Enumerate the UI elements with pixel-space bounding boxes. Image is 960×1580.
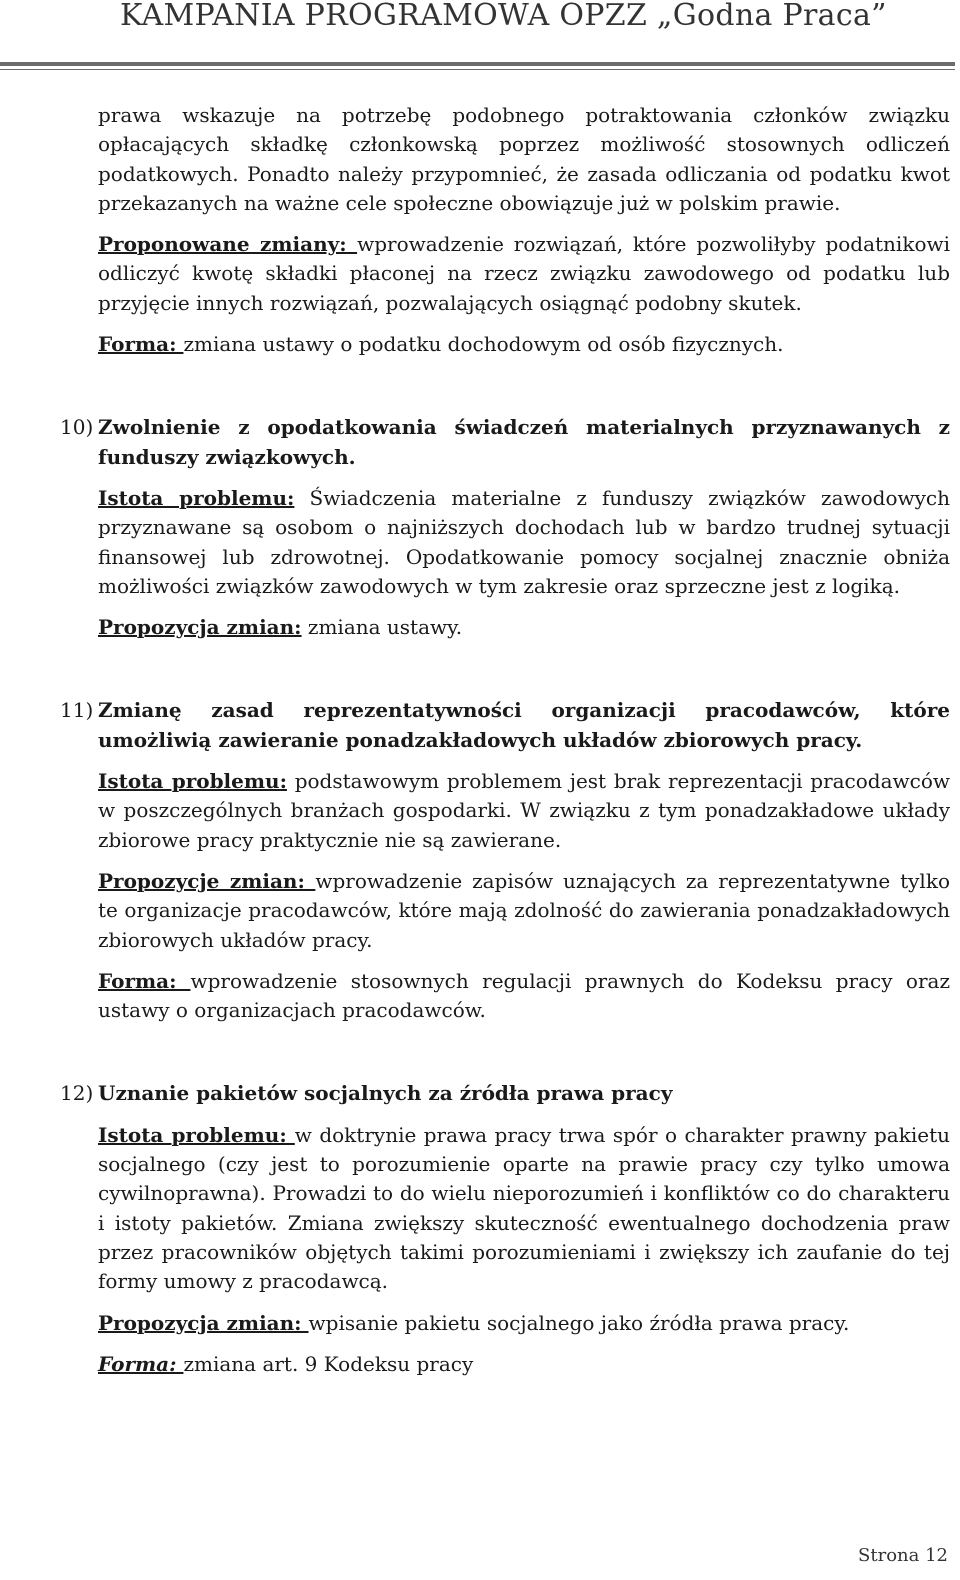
header-rule-thin bbox=[0, 69, 955, 70]
section-11-proposal bbox=[98, 867, 950, 955]
form-text: zmiana art. 9 Kodeksu pracy bbox=[183, 1351, 474, 1376]
section-title: Zwolnienie z opodatkowania świadczeń materialnych przyznawanych z funduszy związkowych. bbox=[98, 415, 950, 469]
section-title: Uznanie pakietów socjalnych za źródła prawa pracy bbox=[98, 1081, 673, 1106]
proposal-text: zmiana ustawy. bbox=[301, 615, 463, 640]
header-rule-thick bbox=[0, 62, 955, 66]
problem-text: w doktrynie prawa pracy trwa spór o charakter prawny pakietu socjalnego (czy jest to porozumienie oparte na prawie pracy czy tylko umowa cywilnoprawna). Prowadzi to do wielu nieporozumień i konfliktów co do charakteru i istoty pakietów. Zmiana zwiększy skuteczność ewentualnego dochodzenia praw przez pracowników objętych takimi porozumieniami i zwiększy ich zaufanie do tej formy umowy z pracodawcą. bbox=[98, 1122, 950, 1294]
page-header bbox=[0, 0, 960, 75]
section-11-form bbox=[98, 967, 950, 1026]
section-11-problem bbox=[98, 767, 950, 855]
page-number: Strona 12 bbox=[858, 1545, 948, 1566]
section-number: 12) bbox=[60, 1081, 94, 1106]
form-label: Forma: bbox=[98, 332, 184, 357]
proposed-changes-label: Proponowane zmiany: bbox=[98, 232, 358, 257]
header-title: KAMPANIA PROGRAMOWA OPZZ „Godna Praca” bbox=[120, 0, 887, 33]
proposed-changes-text: wprowadzenie rozwiązań, które pozwoliłyby podatnikowi odliczyć kwotę składki płaconej na rzecz związku zawodowego od podatku lub przyjęcie innych rozwiązań, pozwalających osiągnąć podobny skutek. bbox=[98, 232, 950, 315]
section-title: Zmianę zasad reprezentatywności organizacji pracodawców, które umożliwią zawieranie ponadzakładowych układów zbiorowych pracy. bbox=[98, 698, 950, 752]
proposal-label: Propozycja zmian: bbox=[98, 615, 302, 640]
intro-form bbox=[98, 330, 950, 359]
document-body bbox=[60, 101, 951, 1379]
form-text: zmiana ustawy o podatku dochodowym od osób fizycznych. bbox=[183, 332, 784, 357]
section-number: 10) bbox=[60, 415, 94, 440]
problem-label: Istota problemu: bbox=[98, 485, 295, 510]
section-10-proposal bbox=[98, 613, 950, 642]
section-number: 11) bbox=[60, 698, 94, 723]
proposal-text: wprowadzenie zapisów uznających za reprezentatywne tylko te organizacje pracodawców, które mają zdolność do zawierania ponadzakładowych zbiorowych układów pracy. bbox=[98, 868, 950, 952]
problem-label: Istota problemu: bbox=[98, 1122, 295, 1147]
section-12-proposal bbox=[98, 1309, 950, 1338]
section-10-problem bbox=[98, 484, 950, 601]
form-label: Forma: bbox=[98, 1351, 184, 1376]
form-text: wprowadzenie stosownych regulacji prawnych do Kodeksu pracy oraz ustawy o organizacjach pracodawców. bbox=[98, 968, 950, 1023]
section-12-heading bbox=[60, 1079, 950, 1108]
problem-text: podstawowym problemem jest brak reprezentacji pracodawców w poszczególnych branżach gospodarki. W związku z tym ponadzakładowe układy zbiorowe pracy praktycznie nie są zawierane. bbox=[98, 769, 951, 852]
proposal-label: Propozycje zmian: bbox=[98, 868, 316, 893]
section-10-heading bbox=[60, 413, 950, 472]
section-12-form bbox=[98, 1350, 950, 1379]
problem-label: Istota problemu: bbox=[98, 769, 287, 794]
section-12-problem bbox=[98, 1121, 950, 1297]
form-label: Forma: bbox=[98, 968, 191, 993]
proposal-text: wpisanie pakietu socjalnego jako źródła prawa pracy. bbox=[308, 1310, 850, 1335]
section-11-heading bbox=[60, 696, 950, 755]
problem-text: Świadczenia materialne z funduszy związków zawodowych przyznawane są osobom o najniższych dochodach lub w bardzo trudnej sytuacji finansowej lub zdrowotnej. Opodatkowanie pomocy socjalnej znacznie obniża możliwości związków zawodowych w tym zakresie oraz sprzeczne jest z logiką. bbox=[98, 485, 950, 598]
intro-paragraph: prawa wskazuje na potrzebę podobnego potraktowania członków związku opłacających składkę członkowską poprzez możliwość stosownych odliczeń podatkowych. Ponadto należy przypomnieć, że zasada odliczania od podatku kwot przekazanych na ważne cele społeczne obowiązuje już w polskim prawie. bbox=[98, 103, 950, 215]
intro-proposed-changes bbox=[98, 230, 950, 318]
proposal-label: Propozycja zmian: bbox=[98, 1310, 309, 1335]
